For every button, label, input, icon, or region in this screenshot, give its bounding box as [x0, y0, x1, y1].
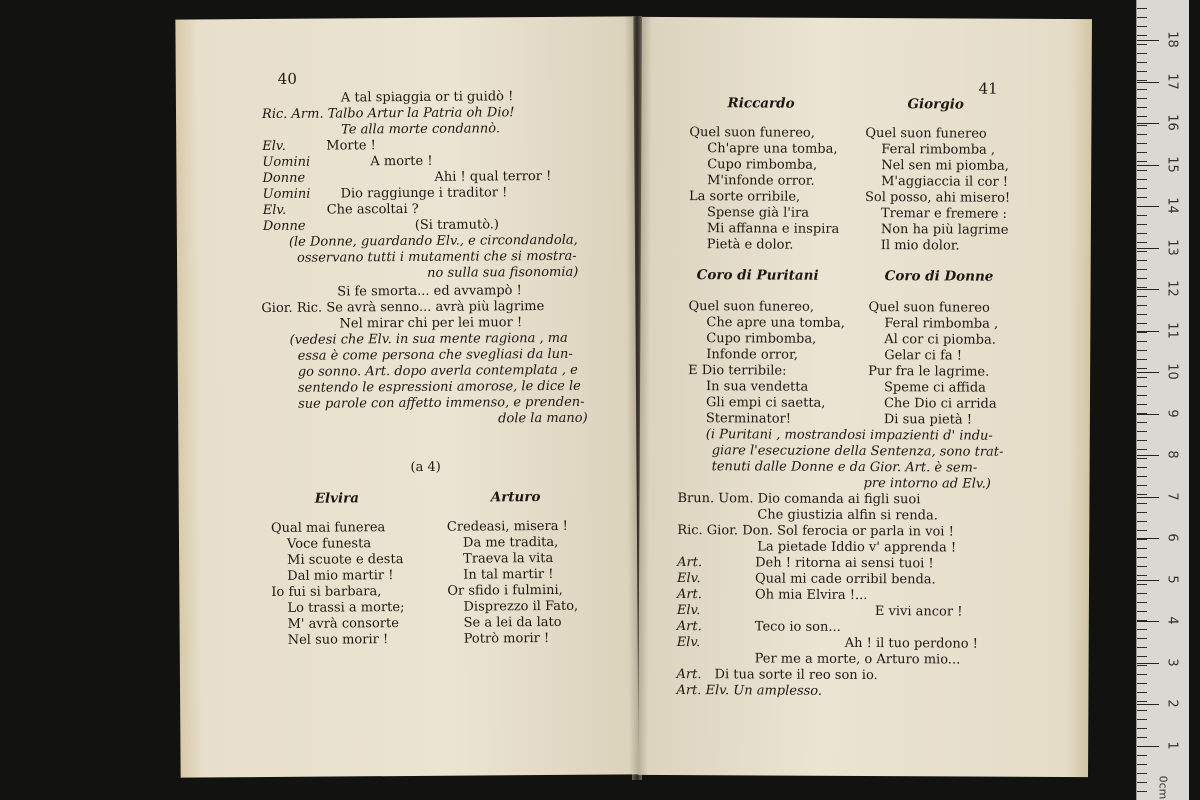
speaker-label: Elv.	[262, 202, 287, 219]
verse-line: Si fe smorta... ed avvampò !	[337, 283, 522, 300]
ruler-major-tick	[1137, 414, 1159, 415]
verse-line: Potrò morir !	[463, 631, 550, 647]
verse-line: M'infonde orror.	[707, 173, 815, 189]
ruler-major-tick	[1137, 289, 1159, 290]
ensemble-marker: (a 4)	[410, 459, 441, 475]
stage-direction: sue parole con affetto immenso, e prenden-	[297, 394, 585, 412]
verse-line: Gli empi ci saetta,	[705, 395, 826, 411]
verse-line: Per me a morte, o Arturo mio...	[754, 651, 961, 668]
verse-line: Se a lei da lato	[463, 614, 562, 631]
ruler-number: 10	[1164, 363, 1180, 380]
speaker-label: Elv.	[676, 603, 701, 619]
verse-line: Disprezzo il Fato,	[463, 598, 579, 615]
verse-line: Che Dio ci arrida	[883, 396, 997, 412]
column-header: Giorgio	[907, 96, 964, 113]
speaker-label: Elv.	[677, 571, 701, 587]
verse-line: Il mio dolor.	[880, 238, 960, 254]
ruler-number: 9	[1164, 408, 1180, 418]
ruler-number: 1	[1164, 740, 1180, 750]
verse-line: Quel suon funereo	[865, 125, 987, 142]
verse-line: Ahi ! qual terror !	[434, 168, 552, 185]
ruler-major-tick	[1137, 704, 1159, 705]
verse-line: Teco io son...	[754, 619, 841, 635]
stage-direction: osservano tutti i mutamenti che si mostra-	[296, 248, 577, 266]
verse-line: Or sfido i fulmini,	[447, 582, 563, 599]
ruler-number: 15	[1164, 155, 1180, 173]
verse-line: Tremar e fremere :	[880, 206, 1007, 222]
stage-direction: (vedesi che Elv. in sua mente ragiona , ma	[289, 330, 568, 348]
verse-line: Nel sen mi piomba,	[881, 158, 1009, 174]
ruler-unit-label: 0cm	[1156, 775, 1170, 800]
stage-direction: giare l'esecuzione della Sentenza, sono trat-	[711, 443, 1004, 460]
verse-line: Gior. Ric. Se avrà senno... avrà più lagrime	[261, 299, 545, 317]
column-header: Arturo	[490, 489, 541, 506]
verse-line: Sol posso, ahi misero!	[865, 189, 1011, 206]
speaker-label: Art.	[677, 555, 703, 571]
stage-direction: essa è come persona che svegliasi da lun-	[297, 346, 573, 364]
verse-line: Di tua sorte il reo son io.	[714, 667, 878, 684]
verse-line: Deh ! ritorna ai sensi tuoi !	[755, 555, 934, 572]
verse-line: A morte !	[370, 153, 433, 170]
verse-line: Non ha più lagrime	[880, 222, 1009, 238]
verse-line: Nel suo morir !	[287, 632, 389, 648]
ruler-number: 18	[1164, 31, 1180, 48]
verse-line: Io fui si barbara,	[271, 584, 382, 600]
column-header: Coro di Donne	[884, 268, 994, 285]
page-number: 41	[978, 79, 998, 98]
ruler-major-tick	[1137, 165, 1159, 166]
speaker-label: Art.	[676, 619, 702, 635]
verse-line: Che apre una tomba,	[706, 315, 845, 331]
verse-line: Da me tradita,	[462, 534, 559, 551]
verse-line: Lo trassi a morte;	[287, 600, 405, 616]
verse-line: Traeva la vita	[463, 550, 554, 567]
page-number: 40	[277, 69, 297, 88]
ruler-number: 3	[1164, 657, 1180, 667]
ruler-major-tick	[1137, 580, 1159, 581]
speaker-label: Art.	[676, 587, 702, 603]
ruler-major-tick	[1137, 40, 1159, 41]
ruler-number: 17	[1164, 72, 1180, 90]
ruler-number: 12	[1164, 280, 1180, 297]
ruler-number: 5	[1164, 574, 1180, 584]
verse-line: Ric. Arm. Talbo Artur la Patria oh Dio!	[261, 105, 515, 123]
verse-line: Al cor ci piomba.	[884, 332, 996, 348]
verse-line: Nel mirar chi per lei muor !	[339, 315, 523, 332]
ruler-major-tick	[1137, 497, 1159, 498]
stage-direction: pre intorno ad Elv.)	[863, 475, 991, 492]
verse-line: Art. Elv. Un amplesso.	[676, 683, 823, 699]
stage-direction: dole la mano)	[498, 410, 588, 427]
verse-line: In tal martir !	[463, 566, 554, 583]
verse-line: Quel suon funereo,	[689, 125, 815, 141]
verse-line: Qual mai funerea	[270, 520, 386, 536]
ruler-major-tick	[1137, 663, 1159, 664]
verse-line: Ric. Gior. Don. Sol ferocia or parla in voi !	[677, 523, 954, 540]
stage-direction: (i Puritani , mostrandosi impazienti d' indu-	[705, 427, 993, 444]
verse-line: Ch'apre una tomba,	[707, 141, 838, 157]
verse-line: Feral rimbomba ,	[884, 316, 999, 332]
ruler-major-tick	[1137, 331, 1159, 332]
verse-line: A tal spiaggia or ti guidò !	[340, 89, 514, 106]
verse-line: Ah ! il tuo perdono !	[844, 635, 978, 652]
verse-line: Di sua pietà !	[883, 412, 973, 428]
verse-line: Che giustizia alfin si renda.	[757, 507, 938, 524]
verse-line: Feral rimbomba ,	[881, 142, 996, 158]
column-header: Elvira	[314, 490, 360, 507]
verse-line: M'aggiaccia il cor !	[881, 174, 1009, 190]
verse-line: La pietade Iddio v' apprenda !	[757, 539, 957, 556]
stage-direction: no sulla sua fisonomia)	[427, 264, 579, 281]
ruler-major-tick	[1137, 82, 1159, 83]
verse-line: Qual mi cade orribil benda.	[755, 571, 936, 588]
verse-line: Credeasi, misera !	[446, 518, 568, 535]
measuring-ruler	[1136, 0, 1189, 800]
verse-line: Oh mia Elvira !...	[754, 587, 868, 604]
verse-line: Dio raggiunge i traditor !	[340, 185, 508, 202]
ruler-major-tick	[1137, 746, 1159, 747]
ruler-major-tick	[1137, 248, 1159, 249]
speaker-label: Art.	[676, 667, 702, 683]
verse-line: In sua vendetta	[706, 379, 809, 395]
ruler-number: 14	[1164, 197, 1180, 214]
ruler-number: 16	[1164, 114, 1180, 131]
right-page	[638, 17, 1092, 777]
verse-line: Dal mio martir !	[287, 568, 394, 584]
speaker-label: Elv.	[262, 138, 286, 155]
speaker-label: Uomini	[262, 186, 311, 203]
verse-line: Mi affanna e inspira	[706, 221, 840, 237]
speaker-label: Elv.	[676, 635, 701, 651]
ruler-major-tick	[1137, 123, 1159, 124]
verse-line: Speme ci affida	[884, 380, 986, 396]
ruler-number: 2	[1164, 699, 1180, 708]
speaker-label: Uomini	[262, 154, 311, 171]
verse-line: Pietà e dolor.	[706, 237, 794, 253]
verse-line: Sterminator!	[705, 411, 792, 427]
verse-line: Infonde orror,	[706, 347, 798, 363]
ruler-major-tick	[1137, 372, 1159, 373]
ruler-major-tick	[1137, 621, 1159, 622]
verse-line: Brun. Uom. Dio comanda ai figli suoi	[677, 491, 921, 508]
verse-line: (Si tramutò.)	[414, 217, 500, 233]
left-page	[175, 16, 638, 777]
stage-direction: sentendo le espressioni amorose, le dice le	[297, 378, 581, 396]
verse-line: M' avrà consorte	[287, 616, 399, 632]
verse-line: Quel suon funereo	[868, 300, 990, 316]
verse-line: Pur fra le lagrime.	[868, 364, 990, 380]
ruler-number: 4	[1164, 616, 1180, 625]
ruler-number: 6	[1164, 533, 1180, 542]
ruler-major-tick	[1137, 206, 1159, 207]
stage-direction: tenuti dalle Donne e da Gior. Art. è sem-	[711, 459, 978, 476]
verse-line: Voce funesta	[286, 536, 372, 552]
ruler-major-tick	[1137, 538, 1159, 539]
verse-line: Gelar ci fa !	[884, 348, 963, 364]
verse-line: Che ascoltai ?	[326, 201, 419, 218]
stage-direction: go sonno. Art. dopo averla contemplata , e	[297, 362, 578, 380]
verse-line: E Dio terribile:	[688, 363, 787, 379]
verse-line: E vivi ancor !	[874, 604, 963, 620]
stage-direction: (le Donne, guardando Elv., e circondandola,	[288, 232, 578, 250]
ruler-number: 13	[1164, 238, 1180, 256]
ruler-number: 8	[1164, 450, 1180, 459]
verse-line: Cupo rimbomba,	[707, 157, 818, 173]
speaker-label: Donne	[262, 218, 306, 235]
column-header: Riccardo	[727, 95, 795, 112]
verse-line: Te alla morte condannò.	[341, 121, 501, 138]
verse-line: Mi scuote e desta	[287, 552, 404, 568]
verse-line: Cupo rimbomba,	[706, 331, 817, 347]
column-header: Coro di Puritani	[696, 267, 819, 284]
verse-line: Morte !	[326, 138, 376, 154]
ruler-number: 7	[1164, 491, 1180, 501]
verse-line: Quel suon funereo,	[688, 299, 815, 315]
verse-line: La sorte orribile,	[689, 189, 801, 205]
ruler-major-tick	[1137, 455, 1159, 456]
verse-line: Spense già l'ira	[706, 205, 810, 221]
speaker-label: Donne	[262, 170, 306, 187]
ruler-number: 11	[1164, 321, 1180, 339]
